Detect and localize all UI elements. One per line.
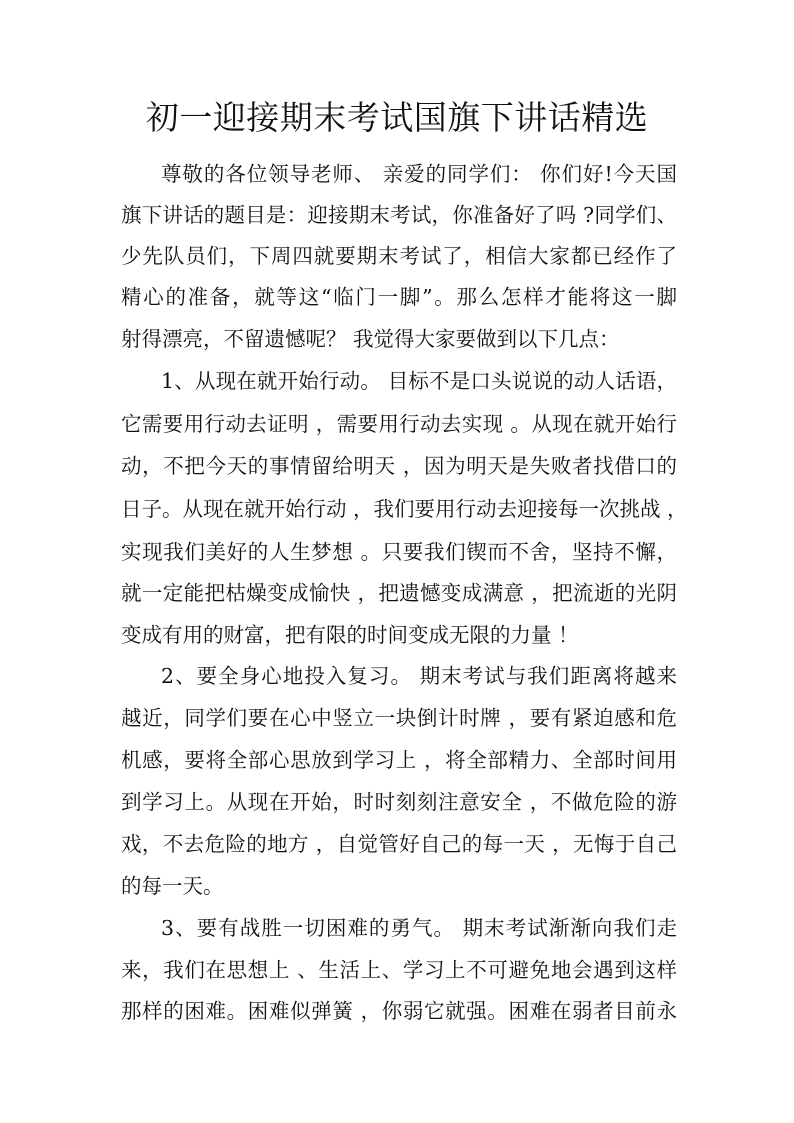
- body-line: 2、要全身心地投入复习。 期末考试与我们距离将越来: [161, 664, 677, 688]
- body-line: 来，我们在思想上 、生活上、学习上不可避免地会遇到这样: [121, 958, 677, 982]
- document-title: 初一迎接期末考试国旗下讲话精选: [145, 98, 649, 137]
- body-line: 的每一天。: [121, 874, 224, 898]
- body-line: 3、要有战胜一切困难的勇气。 期末考试渐渐向我们走: [161, 916, 677, 940]
- body-line: 少先队员们，下周四就要期末考试了，相信大家都已经作了: [121, 244, 677, 268]
- body-line: 旗下讲话的题目是：迎接期末考试，你准备好了吗 ?同学们、: [121, 203, 677, 227]
- body-line: 动，不把今天的事情留给明天 ，因为明天是失败者找借口的: [121, 454, 677, 478]
- body-line: 1、从现在就开始行动。 目标不是口头说说的动人话语，: [161, 369, 677, 393]
- body-line: 戏，不去危险的地方 ，自觉管好自己的每一天 ，无悔于自己: [121, 832, 677, 856]
- body-line: 机感，要将全部心思放到学习上 ，将全部精力、全部时间用: [121, 748, 677, 772]
- body-line: 射得漂亮，不留遗憾呢？ 我觉得大家要做到以下几点：: [121, 327, 620, 351]
- body-line: 越近，同学们要在心中竖立一块倒计时牌 ，要有紧迫感和危: [121, 706, 677, 730]
- body-line: 它需要用行动去证明 ，需要用行动去实现 。从现在就开始行: [121, 412, 677, 436]
- body-line: 就一定能把枯燥变成愉快 ，把遗憾变成满意 ，把流逝的光阴: [121, 581, 677, 605]
- body-line: 日子。从现在就开始行动 ，我们要用行动去迎接每一次挑战 ，: [121, 497, 688, 521]
- body-line: 那样的困难。困难似弹簧 ，你弱它就强。困难在弱者目前永: [121, 999, 677, 1023]
- body-line: 精心的准备，就等这“临门一脚”。那么怎样才能将这一脚: [121, 285, 677, 309]
- body-line: 到学习上。从现在开始，时时刻刻注意安全 ，不做危险的游: [121, 790, 677, 814]
- body-line: 尊敬的各位领导老师、 亲爱的同学们： 你们好!今天国: [161, 162, 677, 186]
- body-line: 变成有用的财富，把有限的时间变成无限的力量 ！: [121, 623, 579, 647]
- body-line: 实现我们美好的人生梦想 。只要我们锲而不舍，坚持不懈，: [121, 540, 677, 564]
